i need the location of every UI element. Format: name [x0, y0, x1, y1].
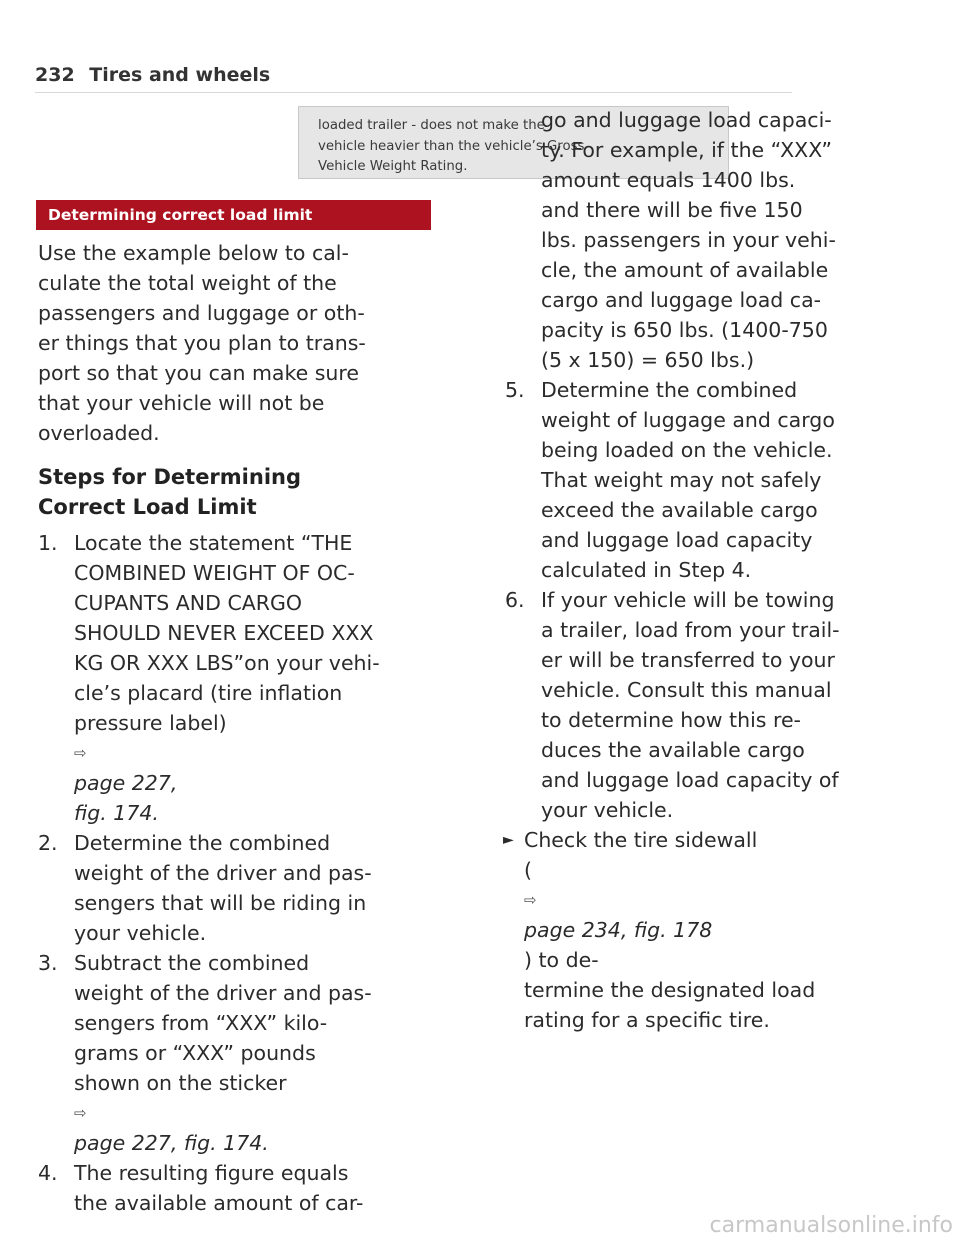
step-line: COMBINED WEIGHT OF OC- [74, 561, 355, 585]
tip-line: Check the tire sidewall [524, 828, 758, 852]
page-number: 232 [35, 64, 75, 86]
watermark: carmanualsonline.info [709, 1213, 953, 1238]
step-line: That weight may not safely [541, 468, 822, 492]
step-line: cle’s placard (tire inflation [74, 681, 343, 705]
step-4-continuation [505, 105, 836, 375]
step-item-2 [38, 828, 438, 948]
step-item-5 [505, 375, 835, 585]
intro-line: Use the example below to cal- [38, 241, 349, 265]
step-line: and luggage load capacity [541, 528, 813, 552]
page-reference-link[interactable]: page 227, [74, 771, 178, 795]
step-line: a trailer, load from your trail- [541, 618, 840, 642]
arrow-right-icon: ⇨ [74, 1104, 87, 1122]
step-line: sengers that will be riding in [74, 891, 367, 915]
chapter-title: Tires and wheels [89, 64, 271, 86]
step-line: shown on the sticker [74, 1071, 287, 1095]
intro-line: that your vehicle will not be [38, 391, 325, 415]
step-line [74, 1098, 438, 1158]
intro-line: overloaded. [38, 421, 160, 445]
note-line: loaded trailer - does not make the [318, 118, 545, 133]
intro-line: culate the total weight of the [38, 271, 337, 295]
arrow-right-icon: ⇨ [74, 744, 87, 762]
step-item-1 [38, 528, 438, 828]
step-line: pacity is 650 lbs. (1400-750 [541, 318, 828, 342]
tip-text: ( [524, 858, 532, 882]
step-line: the available amount of car- [74, 1191, 364, 1215]
tip-line: termine the designated load [524, 978, 816, 1002]
step-line: to determine how this re- [541, 708, 801, 732]
step-line: SHOULD NEVER EXCEED XXX [74, 621, 374, 645]
step-line: your vehicle. [541, 798, 674, 822]
triangle-right-icon: ► [503, 832, 514, 848]
step-item-3 [38, 948, 438, 1158]
step-line: (5 x 150) = 650 lbs.) [541, 348, 755, 372]
intro-paragraph [38, 238, 433, 448]
page-reference-link[interactable]: page 234, fig. 178 [524, 918, 713, 942]
step-line: CUPANTS AND CARGO [74, 591, 303, 615]
step-line: ty. For example, if the “XXX” [541, 138, 833, 162]
tip-text: ) to de- [524, 948, 599, 972]
step-line: go and luggage load capaci- [541, 108, 832, 132]
tip-line [524, 855, 805, 975]
step-line: cle, the amount of available [541, 258, 829, 282]
step-number: 2. [38, 831, 58, 855]
step-line: If your vehicle will be towing [541, 588, 835, 612]
intro-line: port so that you can make sure [38, 361, 360, 385]
note-line: vehicle heavier than the vehicle’s Gross [318, 138, 585, 154]
step-line: exceed the available cargo [541, 498, 818, 522]
note-line: Vehicle Weight Rating. [318, 159, 468, 174]
step-number: 3. [38, 951, 58, 975]
step-line: cargo and luggage load ca- [541, 288, 822, 312]
step-line: grams or “XXX” pounds [74, 1041, 316, 1065]
step-line: Subtract the combined [74, 951, 310, 975]
right-column [503, 105, 840, 1035]
step-line: sengers from “XXX” kilo- [74, 1011, 328, 1035]
step-line [74, 708, 438, 798]
page-header [35, 64, 270, 86]
step-number: 4. [38, 1161, 58, 1185]
step-line: Determine the combined [541, 378, 798, 402]
step-line: duces the available cargo [541, 738, 805, 762]
step-line: weight of luggage and cargo [541, 408, 835, 432]
step-line: Locate the statement “THE [74, 531, 353, 555]
step-line: being loaded on the vehicle. [541, 438, 833, 462]
step-number: 1. [38, 531, 58, 555]
intro-line: er things that you plan to trans- [38, 331, 366, 355]
figure-reference-link[interactable]: fig. 174. [74, 801, 159, 825]
steps-heading [38, 462, 301, 522]
steps-list-left [38, 528, 438, 1218]
step-line: and there will be five 150 [541, 198, 803, 222]
step-line-text: pressure label) [74, 711, 227, 735]
step-line: your vehicle. [74, 921, 207, 945]
step-line: Determine the combined [74, 831, 331, 855]
step-item-4 [38, 1158, 438, 1218]
section-title-bar: Determining correct load limit [36, 200, 431, 230]
header-divider [35, 92, 792, 93]
step-number: 6. [505, 588, 525, 612]
step-line: lbs. passengers in your vehi- [541, 228, 836, 252]
step-line: weight of the driver and pas- [74, 981, 372, 1005]
steps-heading-line: Steps for Determining [38, 465, 302, 489]
step-line: The resulting figure equals [74, 1161, 349, 1185]
step-line: calculated in Step 4. [541, 558, 752, 582]
step-line: and luggage load capacity of [541, 768, 839, 792]
arrow-right-icon: ⇨ [524, 891, 537, 909]
step-number: 5. [505, 378, 525, 402]
step-line: vehicle. Consult this manual [541, 678, 832, 702]
step-line: amount equals 1400 lbs. [541, 168, 796, 192]
tip-line: rating for a specific tire. [524, 1008, 770, 1032]
step-line: KG OR XXX LBS”on your vehi- [74, 651, 380, 675]
step-line: weight of the driver and pas- [74, 861, 372, 885]
step-line: er will be transferred to your [541, 648, 835, 672]
intro-line: passengers and luggage or oth- [38, 301, 365, 325]
step-item-6 [505, 585, 840, 825]
page-reference-link[interactable]: page 227, fig. 174. [74, 1131, 269, 1155]
tip-item [503, 825, 816, 1035]
steps-heading-line: Correct Load Limit [38, 495, 257, 519]
